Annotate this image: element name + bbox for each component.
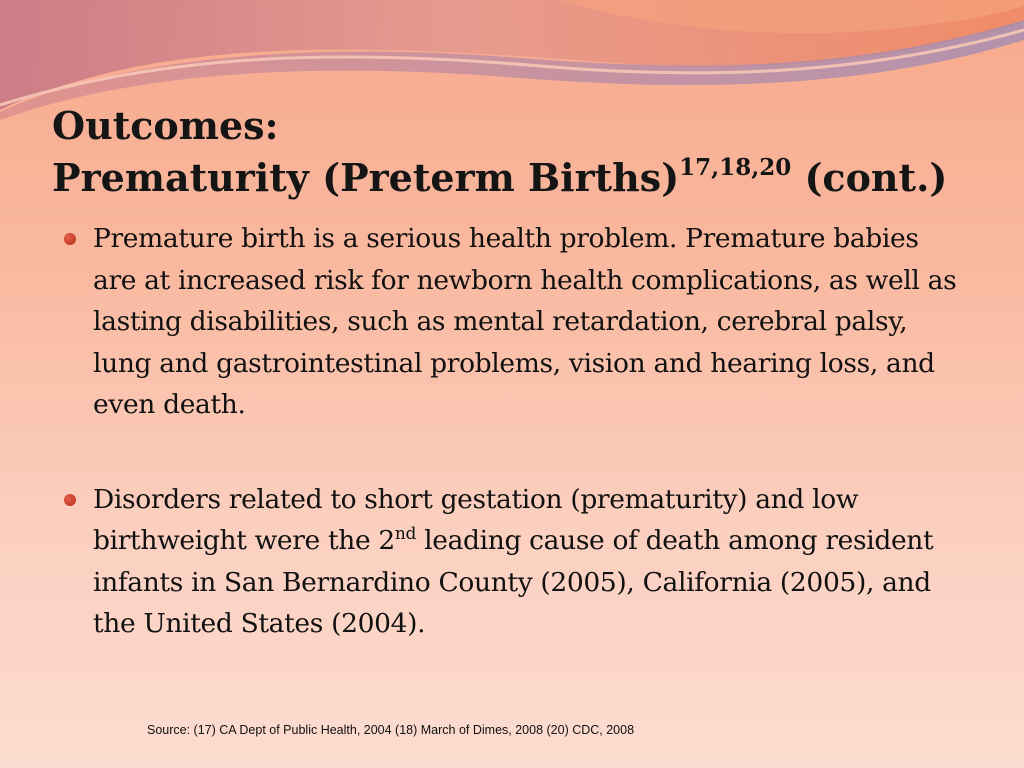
title-suffix: (cont.)	[791, 155, 948, 200]
bullet-text-after: leading cause of death among resident infants in San Bernardino County (2005), California (2005), and the United States (2004).	[93, 525, 934, 639]
title-line-1: Outcomes:	[52, 103, 279, 148]
title-reference-numbers: 17,18,20	[679, 154, 792, 182]
source-citation: Source: (17) CA Dept of Public Health, 2004 (18) March of Dimes, 2008 (20) CDC, 2008	[147, 723, 635, 737]
slide-title	[52, 100, 947, 204]
title-line-2: Prematurity (Preterm Births)	[52, 155, 680, 200]
bullet-dot-icon	[64, 233, 76, 245]
ordinal-suffix: nd	[394, 524, 417, 545]
bullet-item	[64, 479, 964, 645]
bullet-text: Premature birth is a serious health problem. Premature babies are at increased risk for newborn health complications, as well as lasting disabilities, such as mental retardation, cerebral palsy, lung and gastrointestinal problems, vision and hearing loss, and even death.	[93, 223, 957, 420]
bullet-list	[64, 218, 964, 645]
bullet-text-before: Disorders related to short gestation (prematurity) and low birthweight were the 2	[93, 483, 859, 556]
bullet-item	[64, 218, 964, 426]
bullet-dot-icon	[64, 494, 76, 506]
